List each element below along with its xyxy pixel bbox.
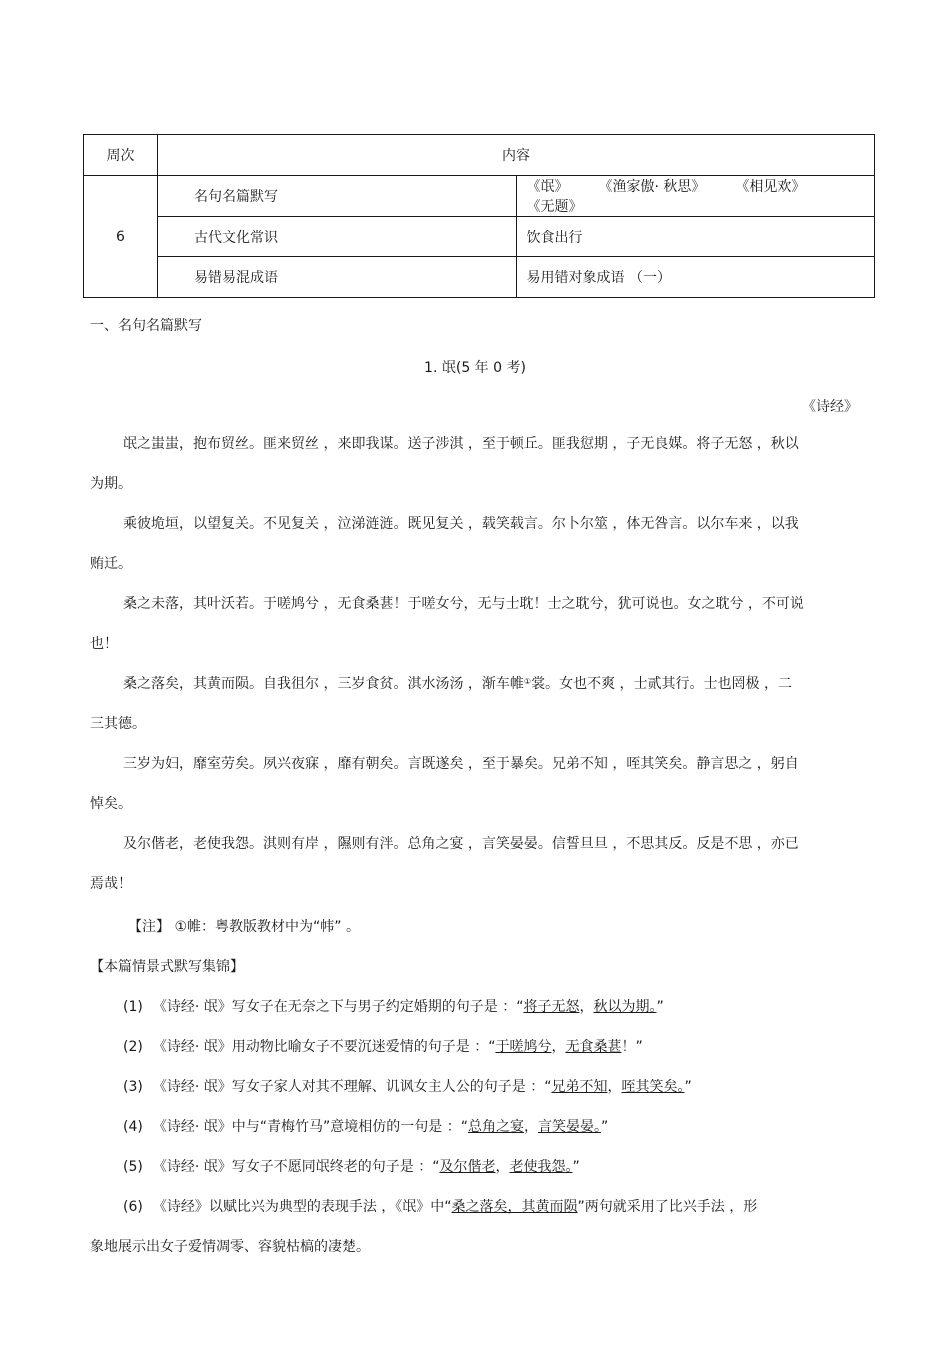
answer-text: 秋以为期。 xyxy=(593,999,657,1015)
book-title: 《氓》 xyxy=(526,179,569,195)
header-content: 内容 xyxy=(158,135,875,176)
content-cell xyxy=(516,176,875,217)
schedule-table xyxy=(83,134,875,298)
collection-title: 【本篇情景式默写集锦】 xyxy=(90,959,244,975)
answer-text: 桑之落矣 xyxy=(451,1199,508,1215)
poem-stanza: 三岁为妇，靡室劳矣。夙兴夜寐 ，靡有朝矣。言既遂矣 ，至于暴矣。兄弟不知 ，咥其笑矣。静言思之 ，躬自 悼矣。 xyxy=(90,756,799,812)
question-item: (6) 《诗经》以赋比兴为典型的表现手法 ，《氓》中“桑之落矣，其黄而陨”两句就采用了比兴手法 ，形 xyxy=(123,1199,758,1215)
answer-text: 及尔偕老 xyxy=(439,1159,496,1175)
question-item: (5) 《诗经· 氓》写女子不愿同氓终老的句子是 ：“及尔偕老，老使我怨。” xyxy=(123,1159,580,1175)
book-title: 《无题》 xyxy=(526,199,583,215)
book-title: 《相见欢》 xyxy=(735,179,806,195)
question-item: (1) 《诗经· 氓》写女子在无奈之下与男子约定婚期的句子是 ：“将子无怒，秋以为期。” xyxy=(123,999,664,1015)
answer-text: 老使我怨。 xyxy=(509,1159,573,1175)
answer-text: 无食桑葚 xyxy=(565,1039,622,1055)
answer-text: 将子无怒 xyxy=(523,999,580,1015)
poem-stanza: 桑之落矣，其黄而陨。自我徂尔 ，三岁食贫。淇水汤汤 ，渐车帷①裳。女也不爽 ，士贰其行。士也罔极 ，二 三其德。 xyxy=(90,676,792,732)
category-cell: 易错易混成语 xyxy=(158,257,517,298)
content-cell: 饮食出行 xyxy=(516,217,875,257)
poem-stanza: 桑之未落，其叶沃若。于嗟鸠兮 ，无食桑葚！于嗟女兮，无与士耽！士之耽兮，犹可说也。女之耽兮 ，不可说 也！ xyxy=(90,596,804,652)
answer-text: 言笑晏晏。 xyxy=(537,1119,601,1135)
answer-text: 其黄而陨 xyxy=(521,1199,578,1215)
question-item: (4) 《诗经· 氓》中与“青梅竹马”意境相仿的一句是 ：“总角之宴，言笑晏晏。” xyxy=(123,1119,609,1135)
content-cell: 易用错对象成语 （一） xyxy=(516,257,875,298)
poem-note: 【注】 ①帷：粤教版教材中为“帏” 。 xyxy=(128,919,360,935)
answer-text: 兄弟不知 xyxy=(551,1079,608,1095)
question-continuation: 象地展示出女子爱情凋零、容貌枯槁的凄楚。 xyxy=(90,1239,370,1255)
poem-source: 《诗经》 xyxy=(802,399,858,415)
question-item: (3) 《诗经· 氓》写女子家人对其不理解、讥讽女主人公的句子是 ：“兄弟不知，咥其笑矣。” xyxy=(123,1079,692,1095)
poem-stanza: 乘彼垝垣，以望复关。不见复关 ，泣涕涟涟。既见复关 ，载笑载言。尔卜尔筮 ，体无咎言。以尔车来 ，以我 贿迁。 xyxy=(90,516,799,572)
section-title: 一、名句名篇默写 xyxy=(90,318,202,334)
question-item: (2) 《诗经· 氓》用动物比喻女子不要沉迷爱情的句子是 ：“于嗟鸠兮，无食桑葚！” xyxy=(123,1039,643,1055)
answer-text: 于嗟鸠兮 xyxy=(495,1039,552,1055)
category-cell: 名句名篇默写 xyxy=(158,176,517,217)
week-number: 6 xyxy=(84,176,158,298)
answer-text: 咥其笑矣。 xyxy=(621,1079,685,1095)
category-cell: 古代文化常识 xyxy=(158,217,517,257)
book-title: 《渔家傲· 秋思》 xyxy=(598,179,706,195)
poem-stanza: 及尔偕老，老使我怨。淇则有岸 ，隰则有泮。总角之宴 ，言笑晏晏。信誓旦旦 ，不思其反。反是不思 ，亦已 焉哉！ xyxy=(90,836,799,892)
header-week: 周次 xyxy=(84,135,158,176)
poem-title: 1. 氓(5 年 0 考) xyxy=(424,360,526,376)
poem-stanza: 氓之蚩蚩，抱布贸丝。匪来贸丝 ，来即我谋。送子涉淇 ，至于顿丘。匪我愆期 ，子无良媒。将子无怒 ，秋以 为期。 xyxy=(90,436,799,492)
answer-text: 总角之宴 xyxy=(467,1119,524,1135)
footnote-marker: ① xyxy=(523,677,532,686)
